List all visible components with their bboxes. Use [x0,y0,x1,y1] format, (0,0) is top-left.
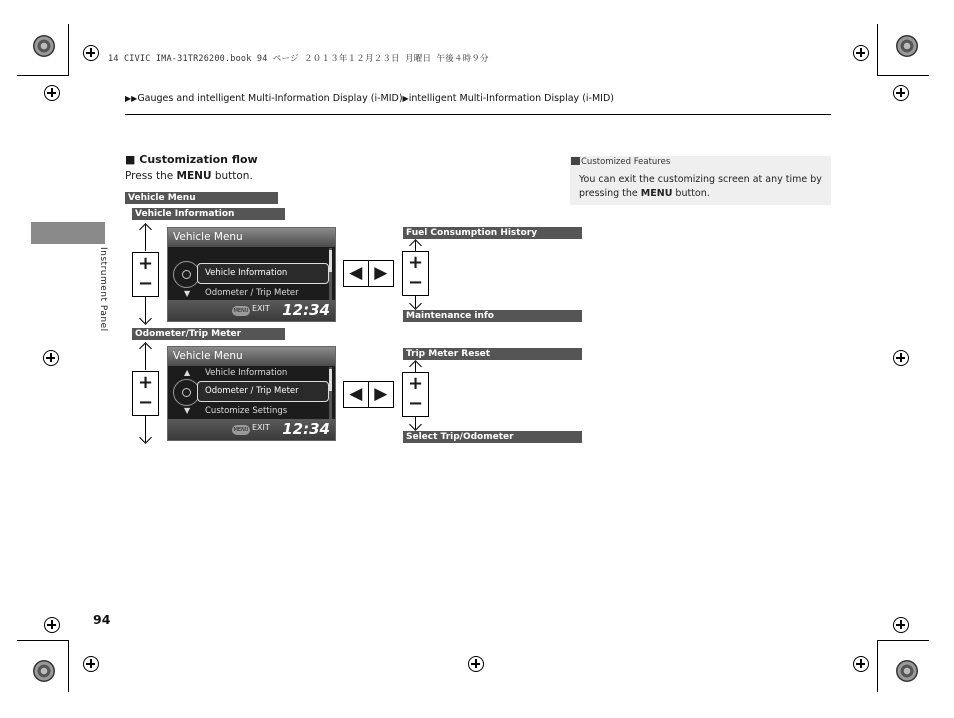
label-maintenance-info: Maintenance info [403,310,582,322]
selected-item: Vehicle Information [197,263,329,284]
label-vehicle-menu: Vehicle Menu [125,192,278,204]
minus-icon: − [137,273,154,294]
minus-icon: − [407,272,424,293]
print-header: 14 CIVIC IMA-31TR26200.book 94 ページ ２０１３年１２月２３日 月曜日 午後４時９分 [108,54,489,64]
menu-item: Vehicle Information [205,368,288,378]
breadcrumb [125,93,614,104]
crop-mark [17,640,69,641]
customized-features-note [570,156,831,205]
section-title: ■ Customization flow [125,153,258,166]
section-instruction: Press the MENU button. [125,170,253,182]
plus-icon: + [137,372,154,393]
registration-ball-icon [896,35,918,57]
note-title: Customized Features [571,157,670,167]
scrollbar [329,367,332,419]
registration-ball-icon [33,660,55,682]
minus-icon: − [137,392,154,413]
down-triangle-icon: ▼ [184,406,191,415]
plus-icon: + [407,373,424,394]
breadcrumb-part-1[interactable]: Gauges and intelligent Multi-Information Display (i-MID) [137,93,403,104]
note-icon [571,157,580,165]
up-triangle-icon: ▲ [184,368,191,377]
breadcrumb-part-2[interactable]: intelligent Multi-Information Display (i-MID) [408,93,614,104]
registration-mark-icon [893,350,909,366]
screen-title-bar [168,228,335,247]
menu-button-icon: MENU [233,427,249,433]
screen-footer [168,300,335,321]
minus-icon: − [407,393,424,414]
registration-ball-icon [896,660,918,682]
registration-mark-icon [83,656,99,672]
label-vehicle-information: Vehicle Information [132,208,285,220]
label-select-trip-odometer: Select Trip/Odometer [403,431,582,443]
plus-minus-control [132,252,159,297]
registration-mark-icon [853,656,869,672]
breadcrumb-arrow-icon: ▶ [402,94,409,103]
arrow-line [145,344,146,370]
screen-title-bar [168,347,335,366]
header-rule [125,114,831,115]
arrow-down-icon [409,418,422,431]
registration-mark-icon [853,45,869,61]
arrow-line [415,362,416,372]
registration-mark-icon [893,617,909,633]
arrow-line [145,225,146,251]
plus-icon: + [137,253,154,274]
registration-mark-icon [44,85,60,101]
crop-mark [17,75,69,76]
left-right-control [343,381,394,408]
registration-mark-icon [468,656,484,672]
screen-title: Vehicle Menu [173,350,243,362]
exit-indicator: MENU EXIT [233,304,270,314]
side-label: Instrument Panel [98,247,108,332]
registration-mark-icon [83,45,99,61]
crop-mark [68,640,69,692]
registration-mark-icon [893,85,909,101]
arrow-line [415,241,416,251]
label-trip-meter-reset: Trip Meter Reset [403,348,582,360]
plus-minus-control [132,371,159,416]
screen-title: Vehicle Menu [173,231,243,243]
i-mid-screen-vehicle-menu [167,227,336,322]
selector-dial-icon [173,261,200,288]
registration-mark-icon [44,617,60,633]
crop-mark [877,75,929,76]
screen-body [168,247,335,302]
menu-button-icon: MENU [233,308,249,314]
clock: 12:34 [282,301,330,319]
screen-footer [168,419,335,440]
scrollbar [329,248,332,300]
menu-item: Odometer / Trip Meter [205,288,299,298]
down-triangle-icon: ▼ [184,289,191,298]
side-tab [31,222,105,244]
selector-dial-icon [173,379,200,406]
page-number: 94 [93,612,111,627]
arrow-down-icon [139,431,152,444]
right-arrow-icon: ▶ [374,263,388,283]
label-fuel-consumption-history: Fuel Consumption History [403,227,582,239]
exit-indicator: MENU EXIT [233,423,270,433]
crop-mark [877,640,878,692]
left-arrow-icon: ◀ [344,382,369,407]
breadcrumb-arrow-icon: ▶▶ [125,94,138,103]
crop-mark [877,24,878,76]
arrow-down-icon [139,312,152,325]
left-right-control [343,260,394,287]
crop-mark [877,640,929,641]
right-arrow-icon: ▶ [374,384,388,404]
note-text: You can exit the customizing screen at any time by pressing the MENU button. [579,174,822,199]
registration-mark-icon [43,350,59,366]
selected-item: Odometer / Trip Meter [197,381,329,402]
clock: 12:34 [282,420,330,438]
registration-ball-icon [33,35,55,57]
plus-minus-control [402,251,429,296]
plus-icon: + [407,252,424,273]
menu-item: Customize Settings [205,406,288,416]
plus-minus-control [402,372,429,417]
crop-mark [68,24,69,76]
arrow-down-icon [409,297,422,310]
left-arrow-icon: ◀ [344,261,369,286]
i-mid-screen-odometer [167,346,336,441]
square-bullet-icon: ■ [125,153,136,166]
screen-body [168,366,335,421]
label-odometer-trip-meter: Odometer/Trip Meter [132,328,285,340]
